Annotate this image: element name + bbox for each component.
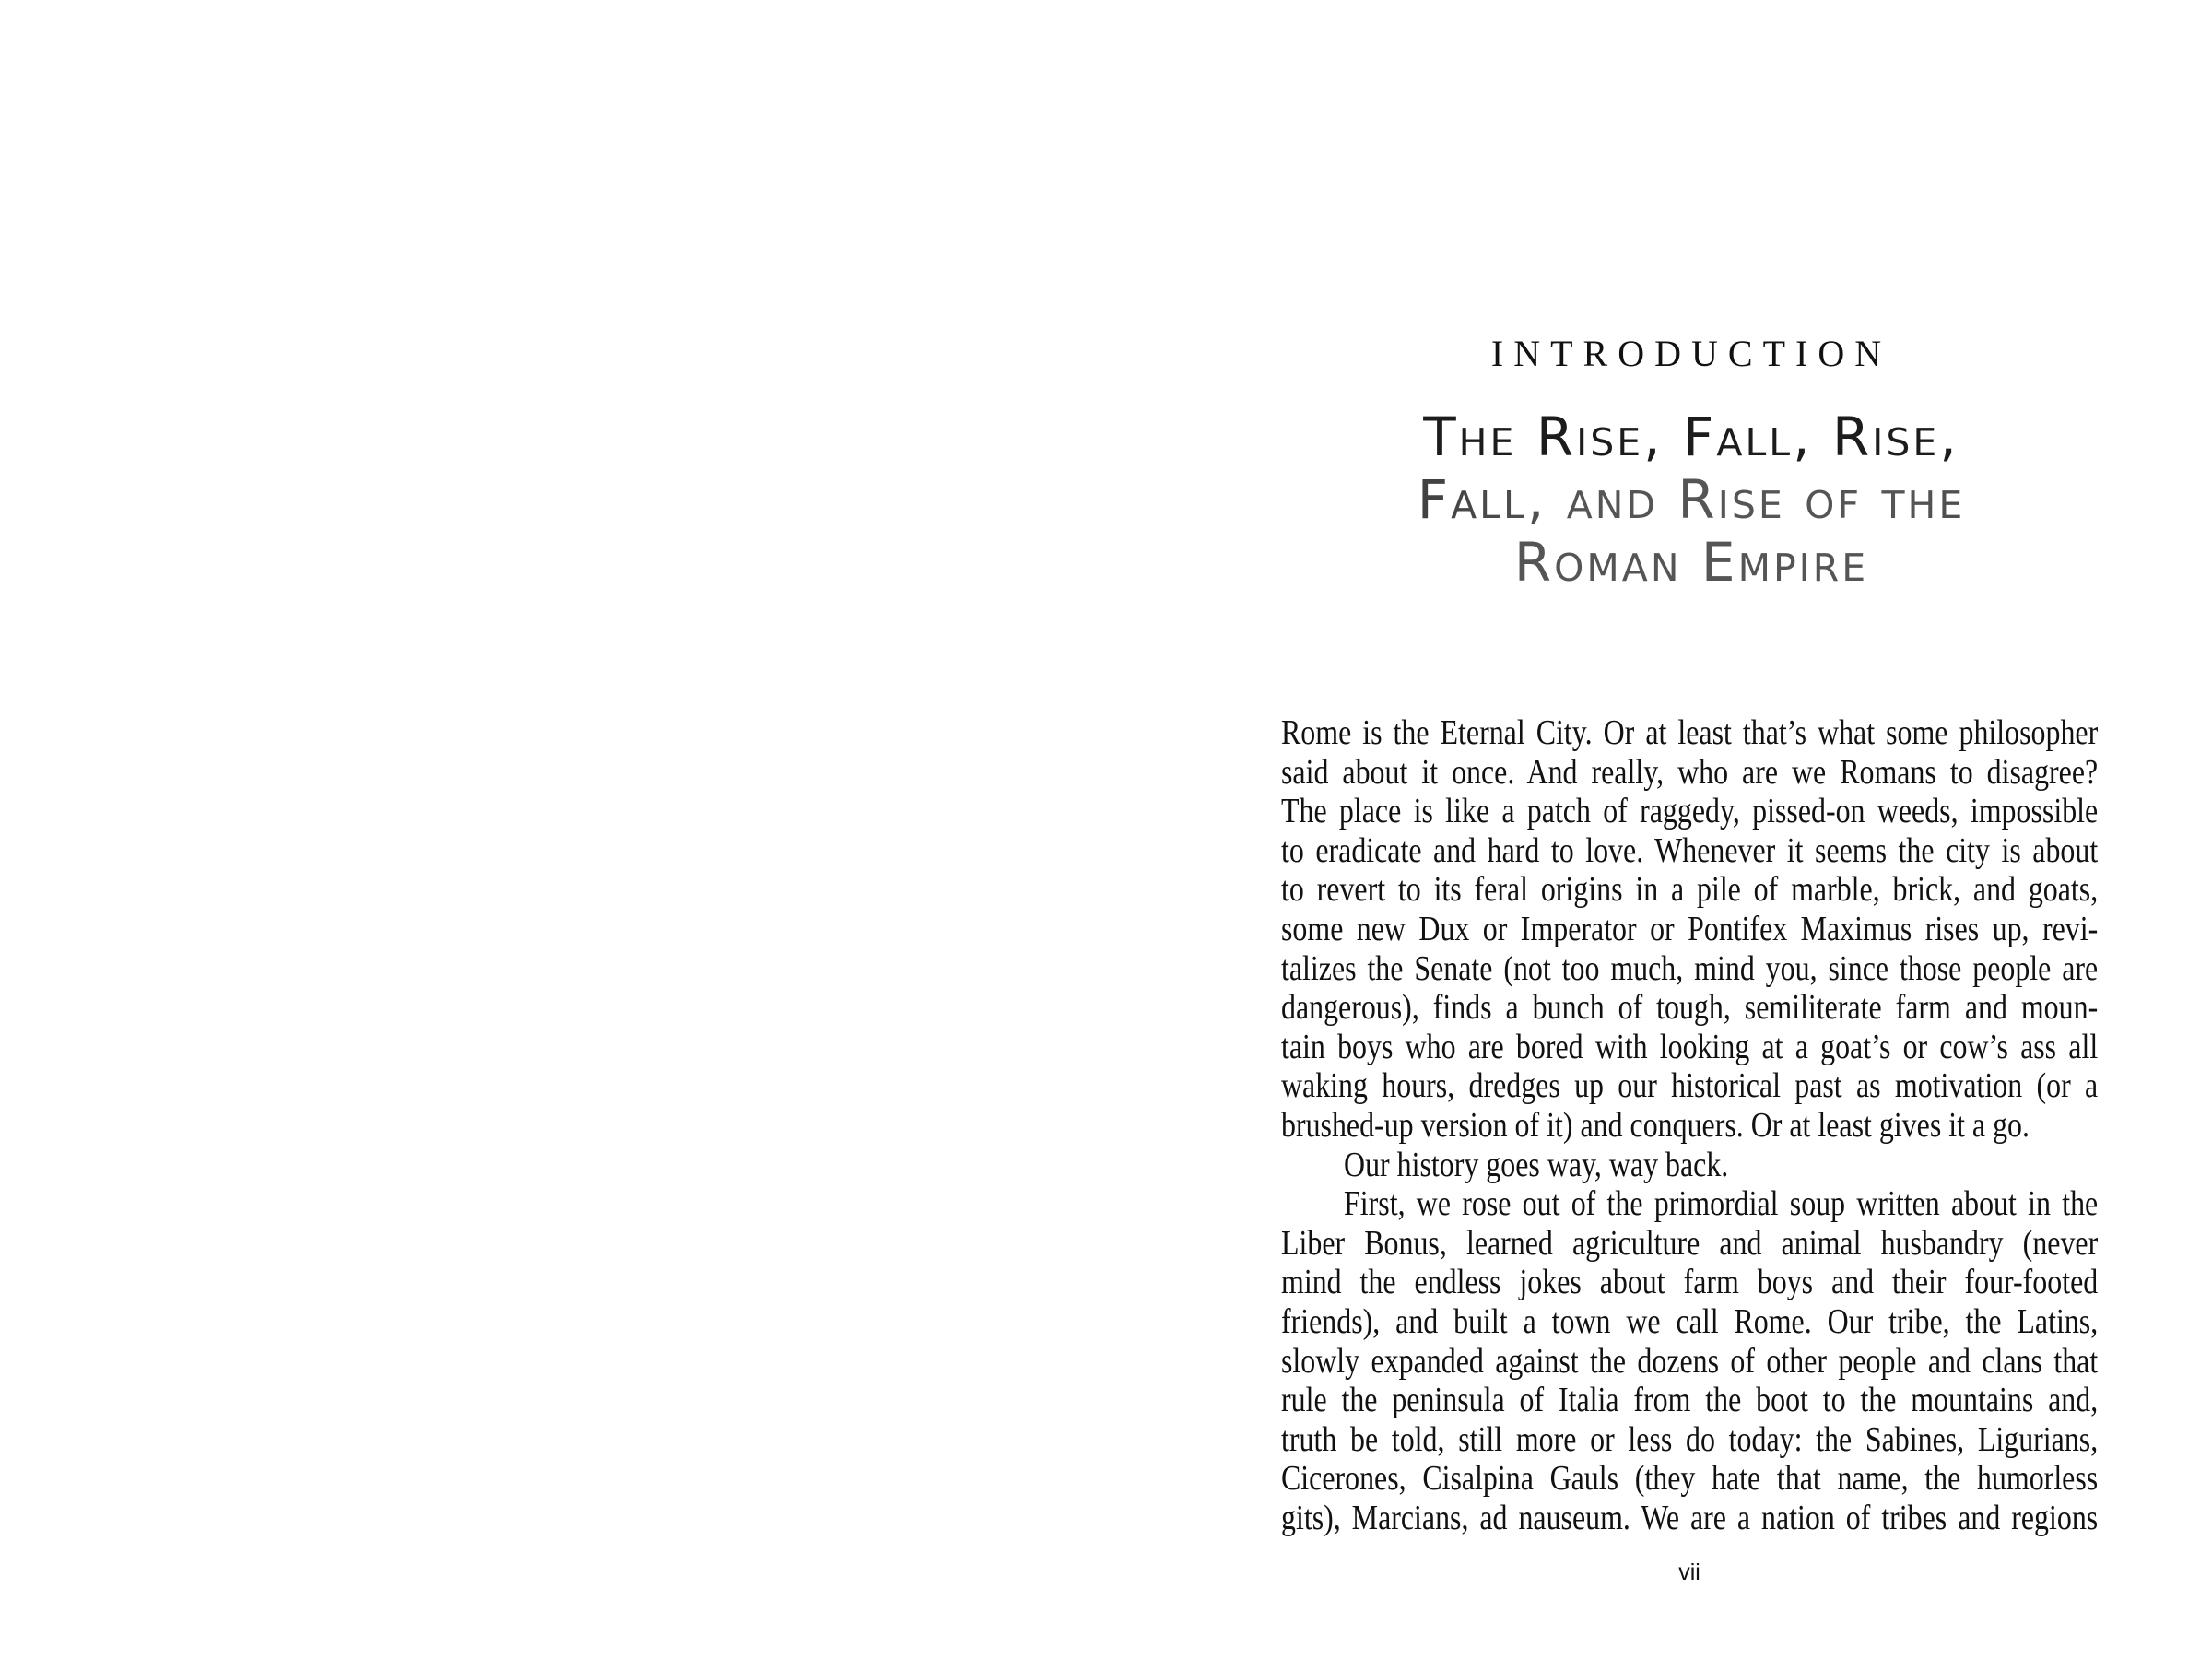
chapter-title (1138, 406, 2212, 594)
chapter-title-line: Fall, and Rise of the (1138, 468, 2212, 531)
text-line: to eradicate and hard to love. Whenever it seems the city is about (1281, 830, 2099, 870)
page-number: vii (1678, 1559, 1700, 1585)
text-line: talizes the Senate (not too much, mind you, since those people are (1281, 948, 2099, 988)
text-line: Our history goes way, way back. (1344, 1145, 1729, 1184)
text-line: Rome is the Eternal City. Or at least that’s what some philosopher (1281, 713, 2099, 752)
paragraph (1281, 1184, 2098, 1537)
paragraph (1281, 713, 2098, 1146)
text-line: mind the endless jokes about farm boys and their four-footed (1281, 1263, 2099, 1302)
text-line: Liber Bonus, learned agriculture and animal husbandry (never (1281, 1223, 2099, 1263)
text-line: brushed-up version of it) and conquers. Or at least gives it a go. (1281, 1105, 2030, 1145)
text-line: to revert to its feral origins in a pile of marble, brick, and goats, (1281, 870, 2099, 910)
text-line: gits), Marcians, ad nauseum. We are a nation of tribes and regions (1281, 1498, 2099, 1537)
body-text (1281, 713, 2098, 1537)
chapter-label: INTRODUCTION (1490, 333, 1892, 374)
text-line: friends), and built a town we call Rome. Our tribe, the Latins, (1281, 1301, 2099, 1341)
text-line: The place is like a patch of raggedy, pissed-on weeds, impossible (1281, 792, 2099, 831)
text-line: First, we rose out of the primordial soup written about in the (1344, 1184, 2099, 1224)
text-line: Cicerones, Cisalpina Gauls (they hate that name, the humorless (1281, 1459, 2099, 1499)
text-line: some new Dux or Imperator or Pontifex Maximus rises up, revi- (1281, 909, 2099, 948)
chapter-title-line: Roman Empire (1513, 531, 1869, 594)
text-line: rule the peninsula of Italia from the boot to the mountains and, (1281, 1381, 2099, 1420)
text-line: said about it once. And really, who are we Romans to disagree? (1281, 752, 2099, 792)
text-line: slowly expanded against the dozens of other people and clans that (1281, 1341, 2099, 1381)
chapter-title-line: The Rise, Fall, Rise, (1423, 406, 1959, 468)
text-line: truth be told, still more or less do today: the Sabines, Ligurians, (1281, 1419, 2099, 1459)
text-line: dangerous), finds a bunch of tough, semiliterate farm and moun- (1281, 988, 2099, 1028)
text-line: waking hours, dredges up our historical past as motivation (or a (1281, 1066, 2099, 1106)
paragraph (1281, 1146, 2098, 1185)
text-line: tain boys who are bored with looking at a goat’s or cow’s ass all (1281, 1027, 2099, 1066)
